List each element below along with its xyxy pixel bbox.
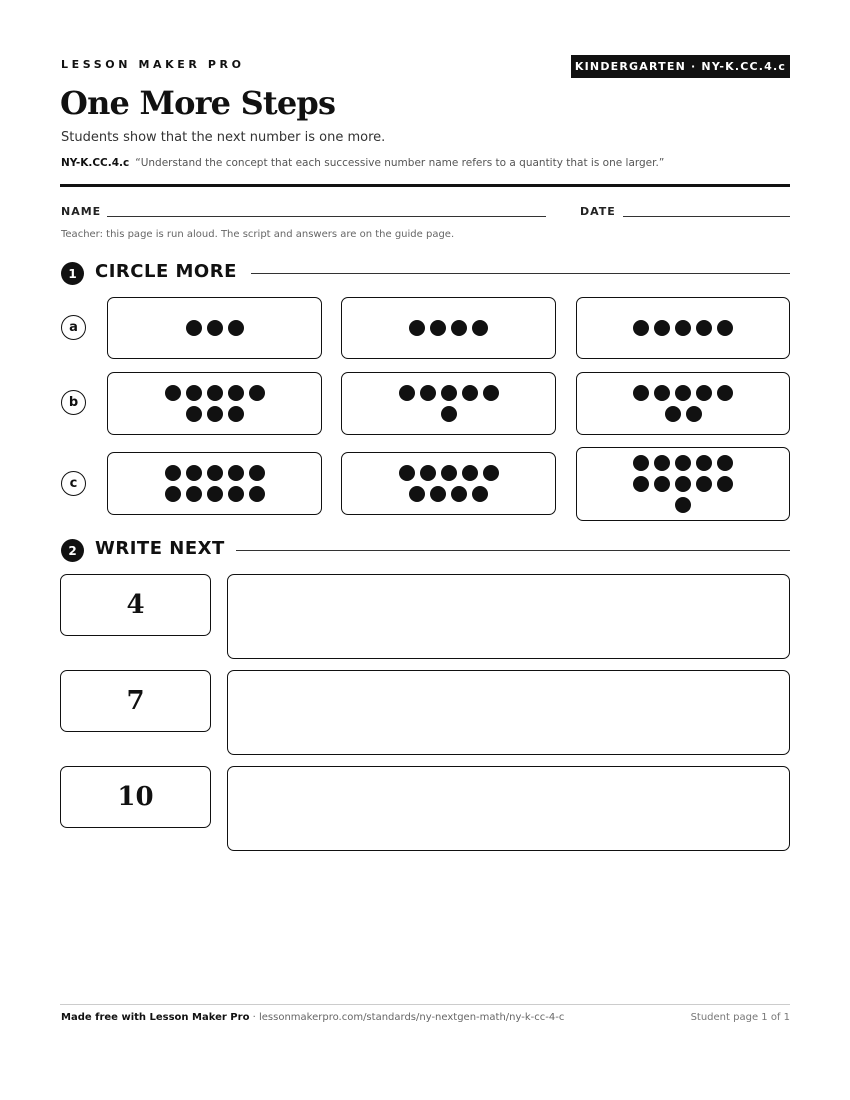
- counting-dot: [186, 320, 202, 336]
- counting-dot: [409, 320, 425, 336]
- counting-dot: [633, 385, 649, 401]
- counting-dot: [717, 476, 733, 492]
- dot-card[interactable]: [107, 372, 322, 435]
- counting-dot: [472, 320, 488, 336]
- counting-dot: [654, 476, 670, 492]
- standard-text: “Understand the concept that each successive number name refers to a quantity that is one larger.”: [135, 157, 665, 169]
- counting-dot: [420, 385, 436, 401]
- counting-dot: [441, 385, 457, 401]
- counting-dot: [409, 486, 425, 502]
- counting-dot: [717, 385, 733, 401]
- counting-dot: [207, 320, 223, 336]
- counting-dot: [228, 406, 244, 422]
- counting-dot: [430, 320, 446, 336]
- page-subtitle: Students show that the next number is one more.: [61, 130, 386, 145]
- dot-row: [399, 385, 499, 401]
- counting-dot: [675, 476, 691, 492]
- brand-name: LESSON MAKER PRO: [61, 58, 245, 71]
- counting-dot: [207, 385, 223, 401]
- counting-dot: [228, 385, 244, 401]
- dot-card[interactable]: [576, 447, 790, 521]
- dot-row: [675, 497, 691, 513]
- counting-dot: [207, 406, 223, 422]
- counting-dot: [717, 320, 733, 336]
- counting-dot: [654, 320, 670, 336]
- dot-card[interactable]: [107, 297, 322, 359]
- dot-row: [186, 320, 244, 336]
- given-number-box: 7: [60, 670, 211, 732]
- section-2-title: WRITE NEXT: [95, 538, 225, 559]
- answer-box[interactable]: [227, 670, 790, 755]
- counting-dot: [186, 385, 202, 401]
- counting-dot: [249, 465, 265, 481]
- counting-dot: [165, 486, 181, 502]
- counting-dot: [451, 320, 467, 336]
- counting-dot: [249, 486, 265, 502]
- name-label: NAME: [61, 205, 102, 218]
- counting-dot: [186, 465, 202, 481]
- teacher-note: Teacher: this page is run aloud. The script and answers are on the guide page.: [61, 229, 455, 240]
- counting-dot: [249, 385, 265, 401]
- row-letter-c: c: [61, 471, 86, 496]
- section-2-rule: [236, 550, 790, 551]
- counting-dot: [165, 465, 181, 481]
- standard-code: NY-K.CC.4.c: [61, 157, 130, 169]
- counting-dot: [228, 486, 244, 502]
- dot-row: [441, 406, 457, 422]
- dot-card[interactable]: [341, 452, 556, 515]
- counting-dot: [675, 320, 691, 336]
- section-1-rule: [251, 273, 790, 274]
- counting-dot: [675, 497, 691, 513]
- counting-dot: [654, 385, 670, 401]
- page-title: One More Steps: [60, 84, 336, 122]
- given-number-box: 10: [60, 766, 211, 828]
- counting-dot: [420, 465, 436, 481]
- footer-divider: [60, 1004, 790, 1005]
- dot-row: [165, 465, 265, 481]
- row-letter-a: a: [61, 315, 86, 340]
- counting-dot: [228, 320, 244, 336]
- counting-dot: [696, 320, 712, 336]
- dot-row: [165, 486, 265, 502]
- counting-dot: [665, 406, 681, 422]
- counting-dot: [675, 455, 691, 471]
- dot-card[interactable]: [341, 372, 556, 435]
- counting-dot: [207, 486, 223, 502]
- counting-dot: [696, 385, 712, 401]
- section-1-title: CIRCLE MORE: [95, 261, 237, 282]
- name-write-line[interactable]: [107, 216, 546, 217]
- counting-dot: [228, 465, 244, 481]
- dot-row: [409, 320, 488, 336]
- given-number-box: 4: [60, 574, 211, 636]
- counting-dot: [430, 486, 446, 502]
- counting-dot: [399, 465, 415, 481]
- standard-line: [61, 157, 664, 169]
- dot-row: [633, 385, 733, 401]
- footer-credit: [61, 1012, 564, 1023]
- date-write-line[interactable]: [623, 216, 790, 217]
- footer-made-with: Made free with Lesson Maker Pro: [61, 1012, 250, 1023]
- counting-dot: [483, 385, 499, 401]
- counting-dot: [165, 385, 181, 401]
- dot-row: [633, 320, 733, 336]
- dot-row: [165, 385, 265, 401]
- counting-dot: [186, 486, 202, 502]
- section-1-number: 1: [61, 262, 84, 285]
- dot-row: [633, 476, 733, 492]
- counting-dot: [483, 465, 499, 481]
- answer-box[interactable]: [227, 766, 790, 851]
- counting-dot: [462, 465, 478, 481]
- counting-dot: [717, 455, 733, 471]
- dot-card[interactable]: [107, 452, 322, 515]
- counting-dot: [654, 455, 670, 471]
- counting-dot: [633, 455, 649, 471]
- counting-dot: [675, 385, 691, 401]
- counting-dot: [186, 406, 202, 422]
- counting-dot: [207, 465, 223, 481]
- section-2-number: 2: [61, 539, 84, 562]
- dot-card[interactable]: [576, 297, 790, 359]
- counting-dot: [633, 476, 649, 492]
- counting-dot: [633, 320, 649, 336]
- dot-card[interactable]: [576, 372, 790, 435]
- row-letter-b: b: [61, 390, 86, 415]
- counting-dot: [451, 486, 467, 502]
- date-label: DATE: [580, 205, 616, 218]
- footer-page-number: Student page 1 of 1: [690, 1012, 790, 1023]
- dot-row: [399, 465, 499, 481]
- footer-url: · lessonmakerpro.com/standards/ny-nextgen-math/ny-k-cc-4-c: [249, 1012, 565, 1023]
- dot-row: [186, 406, 244, 422]
- counting-dot: [696, 476, 712, 492]
- counting-dot: [399, 385, 415, 401]
- dot-row: [409, 486, 488, 502]
- counting-dot: [686, 406, 702, 422]
- counting-dot: [441, 465, 457, 481]
- counting-dot: [462, 385, 478, 401]
- header-divider: [60, 184, 790, 187]
- dot-row: [665, 406, 702, 422]
- answer-box[interactable]: [227, 574, 790, 659]
- counting-dot: [696, 455, 712, 471]
- counting-dot: [441, 406, 457, 422]
- dot-row: [633, 455, 733, 471]
- grade-standard-badge: KINDERGARTEN · NY-K.CC.4.c: [571, 55, 790, 78]
- counting-dot: [472, 486, 488, 502]
- dot-card[interactable]: [341, 297, 556, 359]
